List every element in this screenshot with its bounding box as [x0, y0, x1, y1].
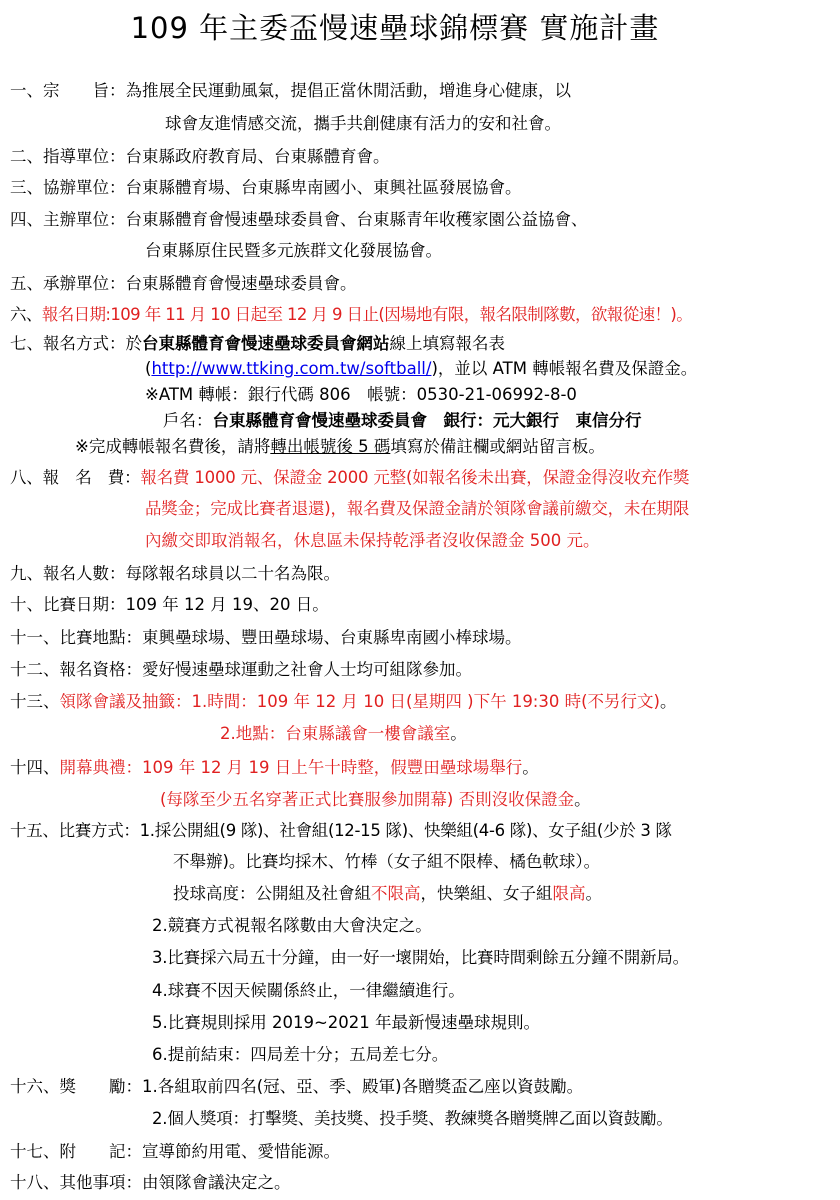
section-label: 十、比賽日期： — [10, 595, 126, 614]
section-fee — [10, 467, 689, 489]
section-format-cont: 不舉辦)。比賽均採木、竹棒（女子組不限棒、橘色軟球）。 — [173, 852, 601, 871]
section-registration-date — [10, 304, 692, 326]
section-fee-cont: 內繳交即取消報名，休息區未保持乾淨者沒收保證金 500 元。 — [145, 531, 600, 550]
section-text: 1.時間：109 年 12 月 10 日(星期四 )下午 19:30 時(不另行文) — [191, 692, 660, 711]
section-label: 二、指導單位： — [10, 147, 126, 166]
section-label: 九、報名人數： — [10, 564, 126, 583]
section-purpose-cont: 球會友進情感交流，攜手共創健康有活力的安和社會。 — [165, 114, 561, 133]
website-name: 台東縣體育會慢速壘球委員會網站 — [142, 334, 390, 353]
section-other — [10, 1172, 291, 1194]
awards-item: 2.個人獎項：打擊獎、美技獎、投手獎、教練獎各贈獎牌乙面以資鼓勵。 — [152, 1109, 673, 1128]
section-label: 五、承辦單位： — [10, 274, 126, 293]
account-name: 台東縣體育會慢速壘球委員會 銀行：元大銀行 東信分行 — [212, 411, 642, 430]
section-label: 一、宗 旨： — [10, 81, 126, 100]
section-label: 十六、獎 勵： — [10, 1077, 142, 1096]
section-fee-cont: 品獎金；完成比賽者退還)，報名費及保證金請於領隊會議前繳交，未在期限 — [145, 499, 690, 518]
section-purpose — [10, 80, 571, 102]
account-digits-note: 轉出帳號後 5 碼 — [270, 437, 391, 456]
section-organizer-cont: 台東縣原住民暨多元族群文化發展協會。 — [145, 241, 442, 260]
section-eligibility — [10, 659, 472, 681]
section-format — [10, 820, 672, 842]
transfer-note: ※完成轉帳報名費後，請將轉出帳號後 5 碼填寫於備註欄或網站留言板。 — [75, 437, 605, 456]
registration-url-line: (http://www.ttking.com.tw/softball/)，並以 ATM 轉帳報名費及保證金。 — [145, 359, 698, 378]
section-notes — [10, 1141, 340, 1163]
atm-info: ※ATM 轉帳：銀行代碼 806 帳號：0530-21-06992-8-0 — [145, 385, 577, 404]
section-team-size — [10, 563, 340, 585]
section-text: 台東縣政府教育局、台東縣體育會。 — [125, 147, 390, 166]
section-label: 十五、比賽方式： — [10, 821, 140, 840]
section-text: 東興壘球場、豐田壘球場、台東縣卑南國小棒球場。 — [142, 628, 522, 647]
format-item: 3.比賽採六局五十分鐘，由一好一壞開始，比賽時間剩餘五分鐘不開新局。 — [152, 948, 689, 967]
section-executor — [10, 273, 357, 295]
section-text: 每隊報名球員以二十名為限。 — [125, 564, 340, 583]
section-label: 十七、附 記： — [10, 1142, 142, 1161]
account-info: 戶名：台東縣體育會慢速壘球委員會 銀行：元大銀行 東信分行 — [163, 411, 642, 430]
section-label: 十四、 — [10, 758, 60, 777]
format-item: 4.球賽不因天候關係終止，一律繼續進行。 — [152, 981, 465, 1000]
section-co-organizer — [10, 177, 522, 199]
section-text: 愛好慢速壘球運動之社會人士均可組隊參加。 — [142, 660, 472, 679]
section-captains-meeting: 十三、領隊會議及抽籤：1.時間：109 年 12 月 10 日(星期四 )下午 19:30 時(不另行文)。 — [10, 692, 677, 711]
format-item: 5.比賽規則採用 2019~2021 年最新慢速壘球規則。 — [152, 1013, 541, 1032]
section-text: 1.採公開組(9 隊)、社會組(12-15 隊)、快樂組(4-6 隊)、女子組(少於 3 隊 — [139, 821, 672, 840]
section-text: 109 年 12 月 19、20 日。 — [125, 595, 329, 614]
registration-url-link[interactable]: http://www.ttking.com.tw/softball/ — [151, 359, 432, 378]
section-awards — [10, 1076, 583, 1098]
section-label: 七、報名方式： — [10, 334, 126, 353]
section-text: 報名日期:109 年 11 月 10 日起至 12 月 9 日止(因場地有限，報名限制隊數，欲報從速！)。 — [41, 305, 693, 324]
section-label: 十三、 — [10, 692, 60, 711]
section-text: 1.各組取前四名(冠、亞、季、殿軍)各贈獎盃乙座以資鼓勵。 — [142, 1077, 584, 1096]
section-match-date — [10, 594, 329, 616]
section-label: 十一、比賽地點： — [10, 628, 142, 647]
pitch-height-rule: 投球高度：公開組及社會組不限高，快樂組、女子組限高。 — [173, 884, 602, 903]
section-text: 台東縣體育場、台東縣卑南國小、東興社區發展協會。 — [125, 178, 522, 197]
page-title: 109 年主委盃慢速壘球錦標賽 實施計畫 — [130, 11, 660, 45]
format-item: 2.競賽方式視報名隊數由大會決定之。 — [152, 916, 432, 935]
section-venue — [10, 627, 522, 649]
section-label: 六、 — [10, 305, 42, 324]
section-opening-ceremony: 十四、開幕典禮：109 年 12 月 19 日上午十時整，假豐田壘球場舉行。 — [10, 758, 539, 777]
format-item: 6.提前結束：四局差十分；五局差七分。 — [152, 1045, 449, 1064]
section-opening-ceremony-cont: (每隊至少五名穿著正式比賽服參加開幕) 否則沒收保證金。 — [160, 790, 591, 809]
section-text: 台東縣體育會慢速壘球委員會、台東縣青年收穫家園公益協會、 — [125, 210, 588, 229]
section-guidance — [10, 146, 390, 168]
section-text: 開幕典禮：109 年 12 月 19 日上午十時整，假豐田壘球場舉行 — [59, 758, 523, 777]
section-label: 十二、報名資格： — [10, 660, 142, 679]
section-subtitle: 領隊會議及抽籤： — [59, 692, 192, 711]
section-label: 四、主辦單位： — [10, 210, 126, 229]
section-text: 由領隊會議決定之。 — [142, 1173, 291, 1192]
section-registration-method: 七、報名方式：於台東縣體育會慢速壘球委員會網站線上填寫報名表 — [10, 334, 505, 353]
section-label: 十八、其他事項： — [10, 1173, 142, 1192]
section-organizer — [10, 209, 588, 231]
section-text: 宣導節約用電、愛惜能源。 — [142, 1142, 340, 1161]
section-text: 為推展全民運動風氣，提倡正當休閒活動，增進身心健康，以 — [125, 81, 571, 100]
section-label: 八、報 名 費： — [10, 468, 141, 487]
section-captains-meeting-cont: 2.地點：台東縣議會一樓會議室。 — [220, 724, 467, 743]
section-label: 三、協辦單位： — [10, 178, 126, 197]
section-text: 報名費 1000 元、保證金 2000 元整(如報名後未出賽，保證金得沒收充作獎 — [140, 468, 690, 487]
section-text: 台東縣體育會慢速壘球委員會。 — [125, 274, 357, 293]
